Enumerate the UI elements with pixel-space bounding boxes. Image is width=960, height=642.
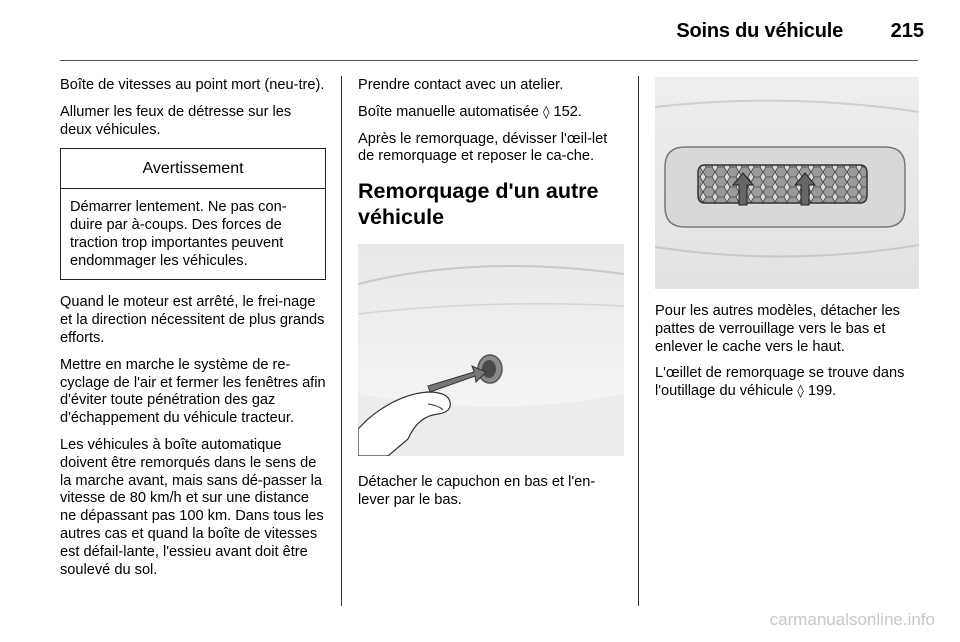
column-divider-2 <box>638 76 639 606</box>
paragraph-after-towing: Après le remorquage, dévisser l'œil-let de remorquage et reposer le ca-che. <box>358 130 608 165</box>
column-1 <box>60 77 326 588</box>
header-title: Soins du véhicule <box>676 20 843 42</box>
warning-box <box>60 148 326 280</box>
header-divider <box>60 60 918 61</box>
column-2 <box>358 77 624 519</box>
towing-eye-text: L'œillet de remorquage se trouve dans l'outillage du véhicule <box>655 365 905 400</box>
warning-text: Démarrer lentement. Ne pas con-duire par à-coups. Des forces de traction trop importantes peuvent endommager les véhicules. <box>70 199 287 269</box>
grille-cover-illustration <box>655 77 919 289</box>
warning-title: Avertissement <box>61 149 325 189</box>
watermark: carmanualsonline.info <box>769 610 935 629</box>
paragraph-air-recirculation: Mettre en marche le système de re-cyclage de l'air et fermer les fenêtres afin d'éviter toute pénétration des gaz d'échappement du véhicule tracteur. <box>60 356 326 427</box>
page-reference-icon: ◊ <box>797 384 804 400</box>
section-title: Remorquage d'un autre véhicule <box>358 179 599 230</box>
paragraph-hazard-lights: Allumer les feux de détresse sur les deux véhicules. <box>60 103 292 138</box>
paragraph-automatic-gearbox: Les véhicules à boîte automatique doivent être remorqués dans le sens de la marche avant, mais sans dé-passer la vitesse de 80 km/h et sur une distance ne dépassant pas 100 km. Dans tous les autres cas et quand la boîte de vitesses est défail-lante, l'essieu avant doit être soulevé du sol. <box>60 436 324 578</box>
column-divider-1 <box>341 76 342 606</box>
page-number: 215 <box>890 20 924 42</box>
caption-other-models: Pour les autres modèles, détacher les pattes de verrouillage vers le bas et enlever le cache vers le haut. <box>655 303 900 355</box>
page-reference-number: 199. <box>803 383 837 400</box>
page-reference-icon: ◊ <box>542 104 550 120</box>
column-3 <box>655 77 923 410</box>
paragraph-neutral: Boîte de vitesses au point mort (neu-tre). <box>60 77 325 93</box>
automated-manual-text: Boîte manuelle automatisée <box>358 103 543 120</box>
page-reference-number: 152. <box>549 103 582 120</box>
paragraph-contact-workshop: Prendre contact avec un atelier. <box>358 77 564 93</box>
paragraph-engine-off: Quand le moteur est arrêté, le frei-nage et la direction nécessitent de plus grands efforts. <box>60 294 325 346</box>
paragraph-towing-eye-location <box>655 365 923 401</box>
paragraph-automated-manual <box>358 104 624 122</box>
caption-detach-cap: Détacher le capuchon en bas et l'en-lever par le bas. <box>358 474 596 508</box>
bumper-cap-illustration <box>358 244 624 456</box>
